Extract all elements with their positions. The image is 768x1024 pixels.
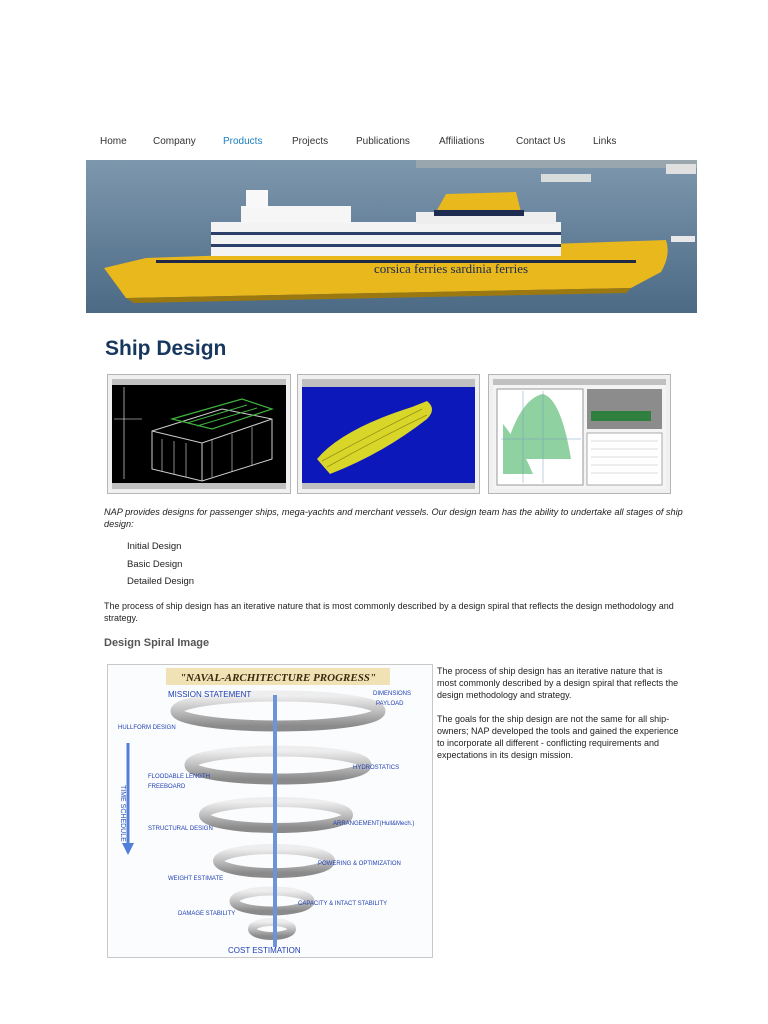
- design-spiral-image: [107, 664, 433, 958]
- list-item: Basic Design: [127, 558, 183, 570]
- spiral-description: [437, 665, 683, 773]
- nav-contact-us[interactable]: Contact Us: [516, 136, 566, 147]
- label-floodable-length: FLOODABLE LENGTH: [148, 774, 211, 780]
- list-item: Detailed Design: [127, 576, 195, 587]
- label-cost-estimation: COST ESTIMATION: [228, 946, 301, 955]
- page-title: Ship Design: [105, 337, 227, 360]
- nav-company[interactable]: Company: [153, 136, 196, 147]
- hull-lettering: corsica ferries sardinia ferries: [374, 261, 529, 276]
- cad-3d-model-thumbnail[interactable]: [107, 374, 291, 494]
- spiral-title: "NAVAL-ARCHITECTURE PROGRESS": [179, 672, 377, 684]
- label-arrangement: ARRANGEMENT(Hull&Mech.): [333, 821, 415, 827]
- nav-products[interactable]: Products: [223, 136, 263, 147]
- label-hullform-design: HULLFORM DESIGN: [118, 725, 176, 731]
- intro-text: NAP provides designs for passenger ships, mega-yachts and merchant vessels. Our design team has the ability to undertake all stages of ship design:: [104, 507, 683, 529]
- spiral-heading: Design Spiral Image: [104, 637, 210, 649]
- nav-projects[interactable]: Projects: [292, 136, 329, 147]
- label-dimensions: DIMENSIONS: [373, 691, 412, 697]
- design-stages-list: [127, 541, 194, 594]
- label-powering-optimization: POWERING & OPTIMIZATION: [318, 861, 401, 867]
- label-capacity-intact-stability: CAPACITY & INTACT STABILITY: [298, 901, 388, 907]
- label-weight-estimate: WEIGHT ESTIMATE: [168, 876, 224, 882]
- label-hydrostatics: HYDROSTATICS: [353, 765, 400, 771]
- label-structural-design: STRUCTURAL DESIGN: [148, 826, 213, 832]
- list-item: Initial Design: [127, 541, 182, 552]
- side-paragraph-2: The goals for the ship design are not the same for all ship-owners; NAP developed the tools and gained the experience to incorporate all different - conflicting requirements and expectations in its design mission.: [437, 714, 679, 760]
- side-paragraph-1: The process of ship design has an iterative nature that is most commonly described by a design spiral that reflects the design methodology and strategy.: [437, 666, 679, 700]
- stability-analysis-thumbnail[interactable]: [488, 374, 671, 494]
- label-time-schedule: TIME SCHEDULE: [119, 785, 126, 842]
- label-damage-stability: DAMAGE STABILITY: [178, 911, 236, 917]
- nav-publications[interactable]: Publications: [356, 136, 410, 147]
- process-text: The process of ship design has an iterative nature that is most commonly described by a design spiral that reflects the design methodology and strategy.: [104, 601, 674, 623]
- label-payload: PAYLOAD: [376, 701, 404, 707]
- label-mission-statement: MISSION STATEMENT: [168, 690, 252, 699]
- main-nav: [100, 136, 720, 150]
- hull-form-thumbnail[interactable]: [297, 374, 480, 494]
- nav-links[interactable]: Links: [593, 136, 617, 147]
- nav-home[interactable]: Home: [100, 136, 127, 147]
- ferry-banner-image: [86, 160, 697, 313]
- label-freeboard: FREEBOARD: [148, 784, 186, 790]
- nav-affiliations[interactable]: Affiliations: [439, 136, 485, 147]
